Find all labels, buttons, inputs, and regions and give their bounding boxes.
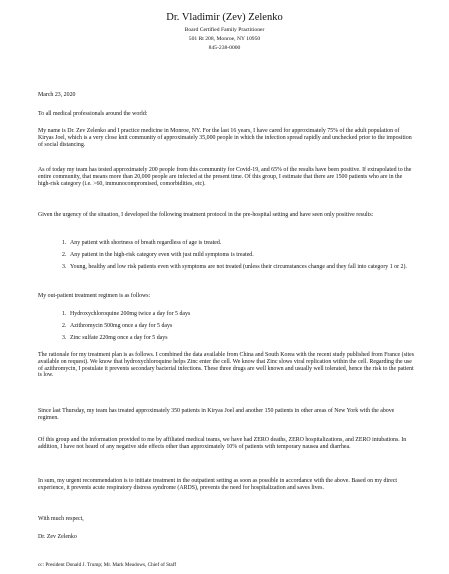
cc-line: cc: President Donald J. Trump; Mr. Mark Meadows, Chief of Staff bbox=[38, 562, 177, 568]
paragraph-intro: My name is Dr. Zev Zelenko and I practice medicine in Monroe, NY. For the last 16 years, I have cared for approximately 75% of the adult population of Kiryas Joel, which is a very close knit community of approximately 35,000 people in which the infection spread rapidly and unchecked prior to the imposition of social distancing. bbox=[38, 128, 412, 148]
letter-date: March 23, 2020 bbox=[38, 92, 76, 98]
salutation: To all medical professionals around the world: bbox=[38, 111, 148, 117]
list-number: 1. bbox=[62, 240, 67, 246]
list-item bbox=[62, 240, 415, 247]
list-number: 3. bbox=[62, 263, 67, 270]
list-text: Azithromycin 500mg once a day for 5 days bbox=[70, 322, 173, 329]
list-text: Any patient in the high-risk category even with just mild symptoms is treated. bbox=[70, 251, 254, 258]
letterhead-address: 501 Rt 208, Monroe, NY 10950 bbox=[188, 36, 261, 42]
list-item bbox=[62, 264, 415, 271]
signature: Dr. Zev Zelenko bbox=[38, 534, 77, 540]
closing: With much respect, bbox=[38, 516, 84, 522]
list-item bbox=[62, 335, 415, 342]
list-item bbox=[62, 311, 415, 318]
regimen-list bbox=[62, 311, 415, 341]
letterhead-title: Board Certified Family Practitioner bbox=[184, 27, 265, 33]
paragraph-outcomes: Of this group and the information provided to me by affiliated medical teams, we have had ZERO deaths, ZERO hospitalizations, and ZERO intubations. In addition, I have not heard of any negative side effects other than approximately 10% of patients with temporary nausea and diarrhea. bbox=[38, 437, 407, 450]
paragraph-testing: As of today my team has tested approximately 200 people from this community for Covid-19, and 65% of the results have been positive. If extrapolated to the entire community, that means more than 20,000 people are infected at the present time. Of this group, I estimate that there are 1500 patients who are in the high-risk category (i.e. >60, immunocompromised, comorbidities, etc). bbox=[38, 167, 412, 187]
letterhead-phone: 845-238-0000 bbox=[208, 45, 241, 51]
list-text: Zinc sulfate 220mg once a day for 5 days bbox=[70, 334, 168, 341]
letterhead-name: Dr. Vladimir (Zev) Zelenko bbox=[166, 12, 283, 23]
list-number: 2. bbox=[62, 322, 67, 329]
treatment-criteria-list bbox=[62, 240, 415, 270]
paragraph-regimen: My out-patient treatment regimen is as follows: bbox=[38, 293, 151, 299]
list-number: 3. bbox=[62, 334, 67, 341]
list-number: 1. bbox=[62, 311, 67, 317]
paragraph-results: Since last Thursday, my team has treated approximately 350 patients in Kiryas Joel and another 150 patients in other areas of New York with the above regimen. bbox=[38, 408, 395, 421]
list-text: Any patient with shortness of breath regardless of age is treated. bbox=[70, 240, 222, 246]
paragraph-rationale: The rationale for my treatment plan is as follows. I combined the data available from China and South Korea with the recent study published from France (sites available on request). We know that hydroxychloroquine helps Zinc enter the cell. We know that Zinc slows viral replication within the cell. Regarding the use of azithromycin, I postulate it prevents secondary bacterial infections. These three drugs are well known and usually well tolerated, hence the risk to the patient is low. bbox=[38, 352, 415, 379]
list-item bbox=[62, 252, 415, 259]
list-number: 2. bbox=[62, 251, 67, 258]
list-item bbox=[62, 323, 415, 330]
list-text: Hydroxychloroquine 200mg twice a day for 5 days bbox=[70, 311, 191, 317]
list-text: Young, healthy and low risk patients even with symptoms are not treated (unless their circumstances change and they fall into category 1 or 2). bbox=[70, 263, 407, 270]
paragraph-recommendation: In sum, my urgent recommendation is to initiate treatment in the outpatient setting as soon as possible in accordance with the above. Based on my direct experience, it prevents acute respiratory distress syndrome (ARDS), prevents the need for hospitalization and saves lives. bbox=[38, 478, 397, 491]
paragraph-protocol: Given the urgency of the situation, I developed the following treatment protocol in the pre-hospital setting and have seen only positive results: bbox=[38, 212, 374, 218]
